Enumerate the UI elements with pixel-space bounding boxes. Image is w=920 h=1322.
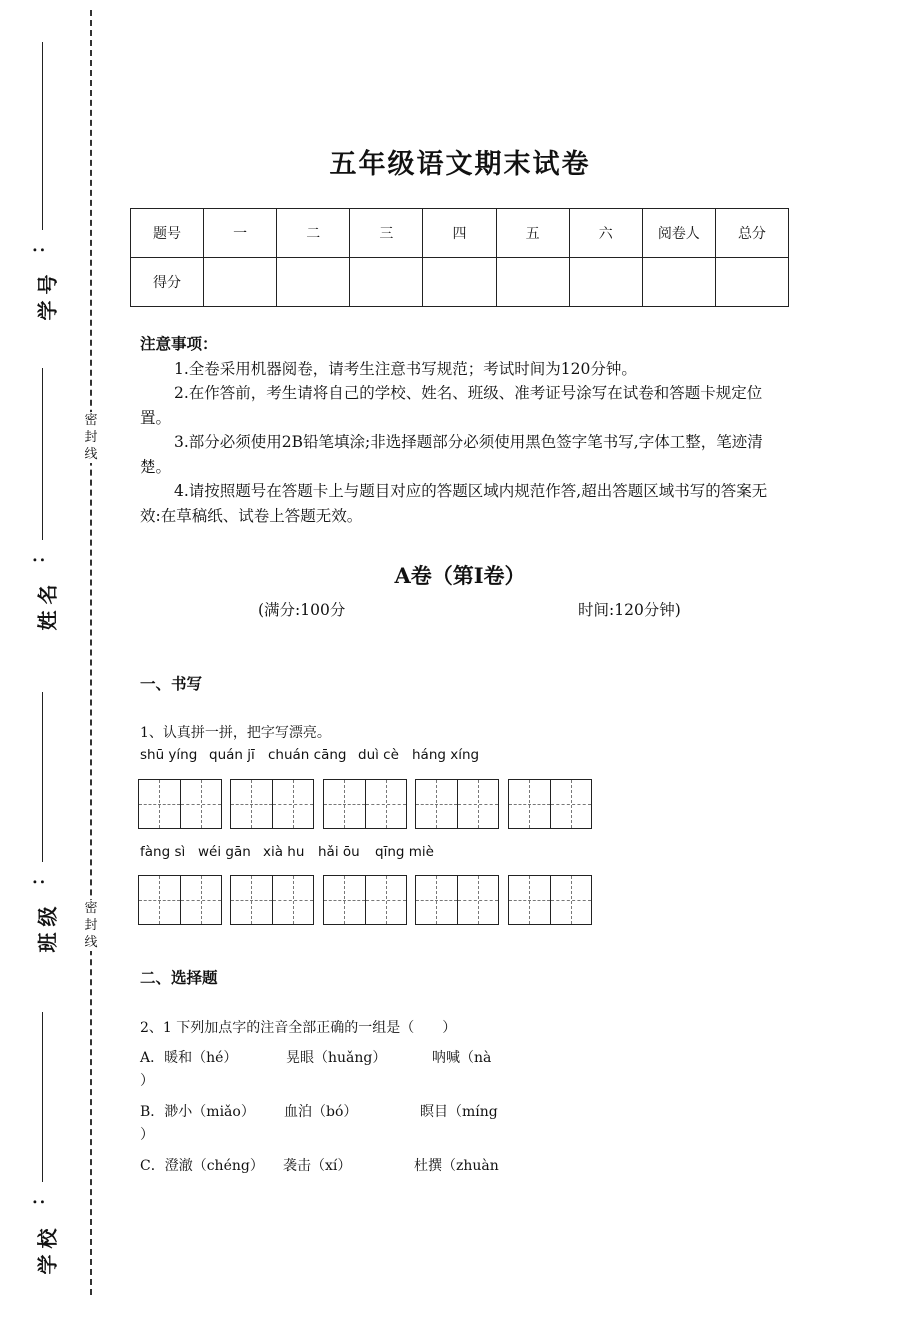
score-input-cell[interactable] (715, 258, 788, 307)
name-field: ： 姓名 (10, 368, 70, 678)
score-row-label: 得分 (131, 258, 204, 307)
score-header-cell: 五 (496, 209, 569, 258)
pinyin-word: hǎi ōu (318, 844, 360, 860)
score-header-cell: 一 (204, 209, 277, 258)
option-b-part2: 血泊（bó） (284, 1104, 358, 1120)
note-item: 2.在作答前，考生请将自己的学校、姓名、班级、准考证号涂写在试卷和答题卡规定位置。 (140, 384, 763, 427)
writing-box[interactable] (323, 875, 407, 925)
option-b-part3: 瞑目（míng (420, 1104, 498, 1120)
score-header-cell: 题号 (131, 209, 204, 258)
pinyin-word: quán jī (209, 747, 255, 763)
pinyin-word: shū yíng (140, 747, 198, 763)
pinyin-word: xià hu (263, 844, 305, 860)
score-input-cell[interactable] (350, 258, 423, 307)
score-table-header-row (131, 209, 789, 258)
school-write-line[interactable] (42, 1012, 43, 1182)
option-c-part3: 杜撰（zhuàn (414, 1158, 499, 1174)
score-input-cell[interactable] (277, 258, 350, 307)
writing-box[interactable] (415, 875, 499, 925)
pinyin-word: háng xíng (412, 747, 480, 763)
exam-notes (140, 332, 785, 528)
question-1-text: 1、认真拼一拼，把字写漂亮。 (140, 725, 331, 741)
class-field: ： 班级 (10, 692, 70, 1002)
question-2-text: 2、1 下列加点字的注音全部正确的一组是（ ） (140, 1020, 457, 1036)
student-id-label: 学号 (35, 268, 60, 321)
binding-margin (0, 0, 110, 1302)
pinyin-word: fàng sì (140, 844, 186, 860)
pinyin-word: duì cè (358, 747, 399, 763)
note-item: 4.请按照题号在答题卡上与题目对应的答题区域内规范作答,超出答题区域书写的答案无效:在草稿纸、试卷上答题无效。 (140, 482, 768, 525)
score-header-cell: 六 (569, 209, 642, 258)
writing-box[interactable] (323, 779, 407, 829)
class-label: 班级 (35, 900, 60, 953)
score-header-cell: 二 (277, 209, 350, 258)
writing-box[interactable] (138, 875, 222, 925)
option-c-part1: C．澄澈（chéng） (140, 1158, 264, 1174)
option-a-part3: 呐喊（nà (432, 1050, 492, 1066)
school-label: 学校 (35, 1222, 60, 1275)
section-choice-title: 二、选择题 (140, 968, 218, 987)
seal-line-text-top: 密 封 线 (82, 412, 100, 463)
score-table (130, 208, 789, 307)
note-item: 3.部分必须使用2B铅笔填涂;非选择题部分必须使用黑色签字笔书写,字体工整，笔迹清楚。 (140, 433, 763, 476)
notes-heading: 注意事项： (140, 334, 218, 353)
option-b-part1: B．渺小（miǎo） (140, 1104, 255, 1120)
student-id-write-line[interactable] (42, 42, 43, 230)
option-b-tail: ） (140, 1127, 154, 1143)
name-label: 姓名 (35, 578, 60, 631)
option-c-part2: 袭击（xí） (283, 1158, 352, 1174)
score-input-cell[interactable] (204, 258, 277, 307)
score-input-cell[interactable] (569, 258, 642, 307)
option-a-part2: 晃眼（huǎng） (286, 1050, 387, 1066)
name-write-line[interactable] (42, 368, 43, 540)
score-table-score-row (131, 258, 789, 307)
section-writing-title: 一、书写 (140, 674, 203, 693)
writing-box[interactable] (508, 875, 592, 925)
time-limit-text: 时间:120分钟) (578, 601, 681, 619)
note-item: 1.全卷采用机器阅卷，请考生注意书写规范；考试时间为120分钟。 (174, 359, 637, 378)
full-score-text: (满分:100分 (258, 601, 346, 619)
score-header-cell: 阅卷人 (642, 209, 715, 258)
score-input-cell[interactable] (642, 258, 715, 307)
score-input-cell[interactable] (423, 258, 496, 307)
binding-dashed-line (90, 10, 92, 1295)
seal-line-text-bottom: 密 封 线 (82, 900, 100, 951)
score-header-cell: 四 (423, 209, 496, 258)
writing-box[interactable] (415, 779, 499, 829)
writing-box[interactable] (230, 875, 314, 925)
student-id-field: ： 学号 (10, 42, 70, 352)
pinyin-word: qīng miè (375, 844, 434, 860)
score-input-cell[interactable] (496, 258, 569, 307)
class-write-line[interactable] (42, 692, 43, 862)
writing-box[interactable] (230, 779, 314, 829)
option-a-part1: A．暖和（hé） (140, 1050, 238, 1066)
pinyin-word: wéi gān (198, 844, 251, 860)
writing-box[interactable] (508, 779, 592, 829)
score-header-cell: 三 (350, 209, 423, 258)
exam-title: 五年级语文期末试卷 (329, 149, 591, 180)
option-a-tail: ） (140, 1073, 154, 1089)
school-field: ： 学校 (10, 1012, 70, 1322)
score-header-cell: 总分 (715, 209, 788, 258)
volume-title: A卷（第Ⅰ卷） (394, 563, 526, 588)
writing-box[interactable] (138, 779, 222, 829)
pinyin-word: chuán cāng (268, 747, 347, 763)
